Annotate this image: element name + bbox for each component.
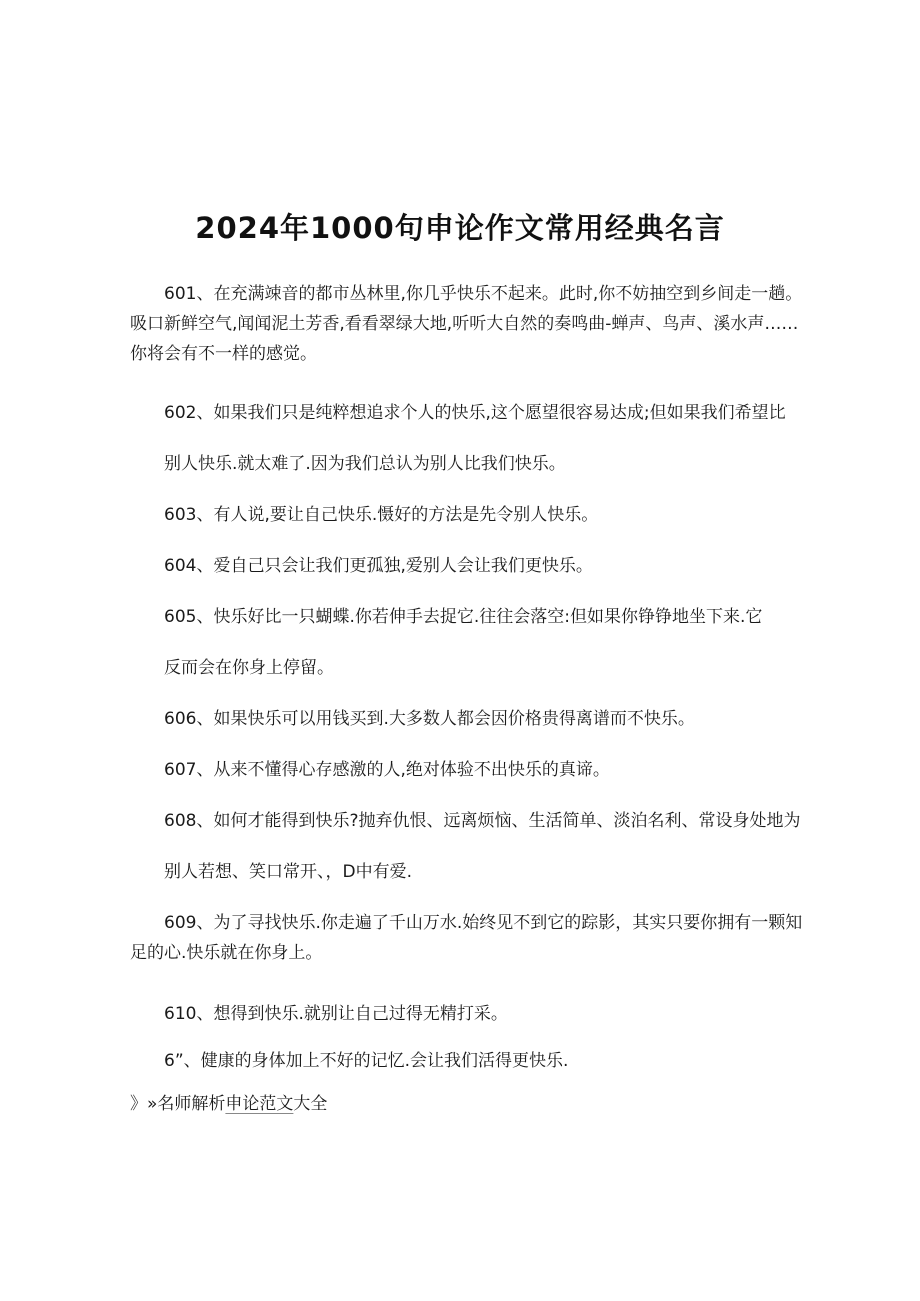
quote-602-cont [164,449,826,479]
quote-611 [164,1046,826,1076]
quote-line: 603、有人说,要让自己快乐.慑好的方法是先令别人快乐。 [164,505,599,525]
footer-suffix: 大全 [293,1094,328,1114]
document-title: 2024年1000句申论作文常用经典名言 [195,211,725,245]
quote-609 [130,908,803,968]
quote-line: 你将会有不一样的感觉。 [130,344,317,364]
quote-608 [164,806,826,836]
quote-606 [164,704,826,734]
quote-line: 6”、健康的身体加上不好的记忆.会让我们活得更快乐. [164,1051,569,1071]
quote-605-cont [164,653,826,683]
quote-line: 605、快乐好比一只蝴蝶.你若伸手去捉它.往往会落空:但如果你铮铮地坐下来.它 [164,607,763,627]
quote-line: 吸口新鲜空气,闻闻泥土芳香,看看翠绿大地,听听大自然的奏鸣曲-蝉声、鸟声、溪水声…… [130,314,799,334]
quote-line: 607、从来不懂得心存感激的人,绝对体验不出快乐的真谛。 [164,760,610,780]
quote-line: 602、如果我们只是纯粹想追求个人的快乐,这个愿望很容易达成;但如果我们希望比 [164,403,786,423]
quote-line: 608、如何才能得到快乐?抛弃仇恨、远离烦恼、生活简单、淡泊名利、常设身处地为 [164,811,801,831]
quote-line: 反而会在你身上停留。 [164,658,334,678]
quote-line: 601、在充满竦音的都市丛林里,你几乎快乐不起来。此时,你不妨抽空到乡间走一趟。 [164,284,803,304]
quote-607 [164,755,826,785]
quote-line: 别人若想、笑口常开、，D中有爱. [164,862,412,882]
quote-line: 606、如果快乐可以用钱买到.大多数人都会因价格贵得离谱而不快乐。 [164,709,695,729]
quote-line: 609、为了寻找快乐.你走遍了千山万水.始终见不到它的踪影，其实只要你拥有一颗知 [164,913,803,933]
quote-608-cont [164,857,826,887]
quote-605 [164,602,826,632]
quote-604 [164,551,826,581]
footer-promo [130,1089,327,1119]
quote-603 [164,500,826,530]
essay-link[interactable]: 申论范文 [225,1094,294,1114]
quote-line: 别人快乐.就太难了.因为我们总认为别人比我们快乐。 [164,454,566,474]
quote-line: 604、爱自己只会让我们更孤独,爱别人会让我们更快乐。 [164,556,593,576]
quote-line: 足的心.快乐就在你身上。 [130,943,323,963]
quote-line: 610、想得到快乐.就别让自己过得无精打采。 [164,1004,508,1024]
quote-602 [164,398,826,428]
quote-601 [130,279,803,369]
quote-610 [164,999,826,1029]
footer-prefix: 》»名师解析 [130,1094,226,1114]
